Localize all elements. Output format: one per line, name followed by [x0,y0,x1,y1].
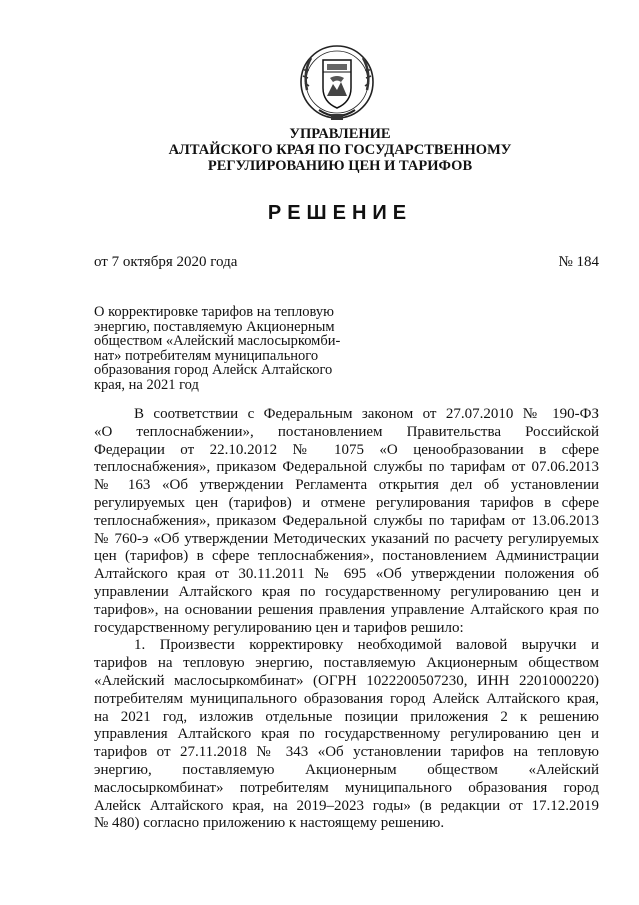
body-line: на 2021 год, изложив отдельные позиции приложения 2 к решению [94,708,599,725]
document-body [94,406,599,833]
subject-line: энергию, поставляемую Акционерным [94,318,335,335]
body-line: цен (тарифов) в сфере теплоснабжения», постановлением Администрации [94,548,599,565]
body-line: В соответствии с Федеральным законом от 27.07.2010 № 190-ФЗ [134,406,599,422]
document-date: от 7 октября 2020 года [94,254,238,270]
preamble-paragraph [94,406,599,637]
authority-line-3: РЕГУЛИРОВАНИЮ ЦЕН И ТАРИФОВ [207,158,473,174]
body-line: тарифов», на основании решения правления управление Алтайского края по [94,601,599,618]
body-line: № 760-э «Об утверждении Методических указаний по расчету регулируемых [94,530,599,547]
body-line: «О теплоснабжении», постановлением Правительства Российской [94,423,599,440]
subject-line: нат» потребителям муниципального [94,347,319,364]
body-line: Алтайского края от 30.11.2011 № 695 «Об утверждении положения об [94,566,599,583]
body-line: Федерации от 22.10.2012 № 1075 «О ценообразовании в сфере [94,441,599,458]
body-line: маслосыркомбинат» потребителям муниципального образования город [94,779,599,796]
coat-of-arms-emblem [297,42,377,128]
authority-line-2: АЛТАЙСКОГО КРАЯ ПО ГОСУДАРСТВЕННОМУ [168,142,512,158]
body-line: энергию, поставляемую Акционерным обществом «Алейский [94,761,599,778]
authority-line-1: УПРАВЛЕНИЕ [289,126,391,142]
body-line: № 480) согласно приложению к настоящему решению. [94,815,445,832]
body-line: управлении Алтайского края по государственному регулированию цен и [94,583,599,600]
body-line: потребителям муниципального образования город Алейск Алтайского края, [94,690,599,707]
subject-line: О корректировке тарифов на тепловую [94,304,334,320]
item-1-paragraph [94,637,599,833]
body-line: 1. Произвести корректировку необходимой валовой выручки и [134,637,599,654]
body-line: регулируемых цен (тарифов) и отмене регулирования тарифов в сфере [94,494,599,511]
body-line: тарифов на тепловую энергию, поставляемую Акционерным обществом [94,655,599,672]
subject-line: образования город Алейск Алтайского [94,362,333,379]
body-line: тарифов от 27.11.2018 № 343 «Об установлении тарифов на тепловую [94,744,599,761]
body-line: «Алейский маслосыркомбинат» (ОГРН 1022200507230, ИНН 2201000220) [94,672,599,689]
body-line: государственному регулированию цен и тарифов решило: [94,619,464,636]
document-subject [94,305,356,393]
body-line: № 163 «Об утверждении Регламента открытия дел об установлении [94,477,599,494]
subject-line: обществом «Алейский маслосыркомби- [94,333,341,350]
document-number: № 184 [558,254,599,270]
body-line: Алейск Алтайского края, на 2019–2023 годы» (в редакции от 17.12.2019 [94,797,599,814]
body-line: теплоснабжения», приказом Федеральной службы по тарифам от 07.06.2013 [94,459,599,476]
document-title: РЕШЕНИЕ [267,202,413,224]
issuing-authority [120,126,560,174]
body-line: управления Алтайского края по государственному регулированию цен и [94,726,599,743]
body-line: теплоснабжения», приказом Федеральной службы по тарифам от 13.06.2013 [94,512,599,529]
subject-line: края, на 2021 год [94,376,199,393]
